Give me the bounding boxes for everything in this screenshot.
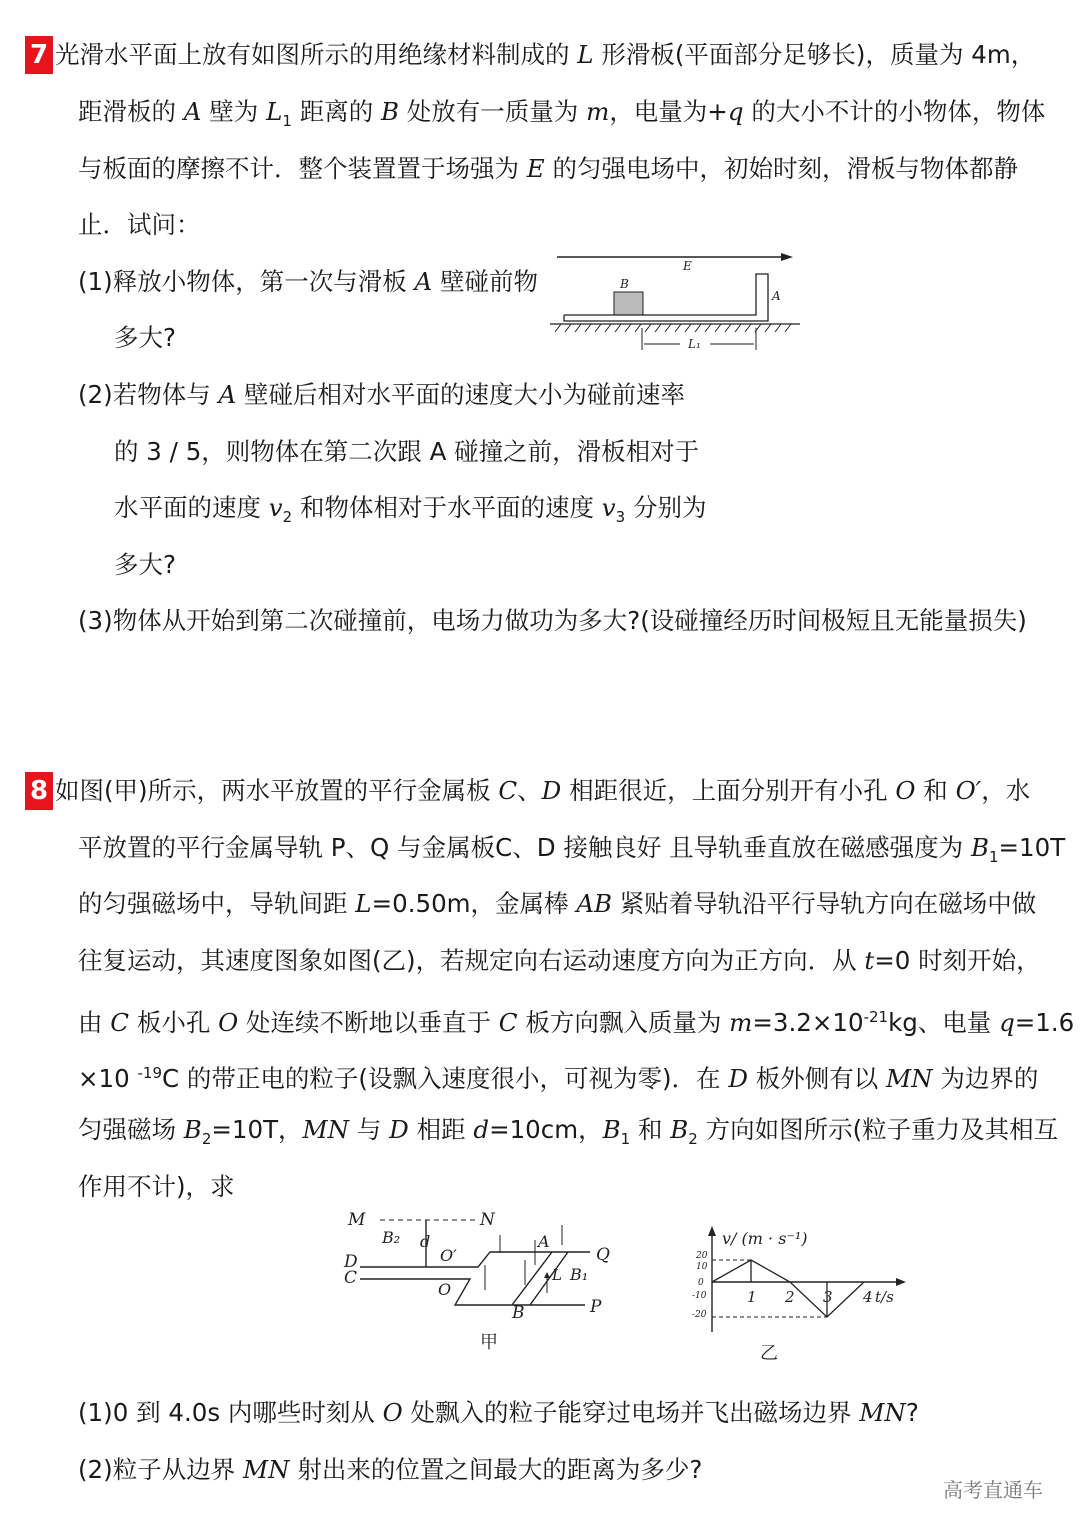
text-segment: 与板面的摩擦不计．整个装置置于场强为 bbox=[78, 154, 527, 183]
text-line bbox=[78, 154, 1018, 184]
text-segment: C 的带正电的粒子(设飘入速度很小，可视为零)．在 bbox=[162, 1064, 729, 1094]
text-segment: 1 bbox=[282, 111, 292, 130]
figure-label: P bbox=[590, 1297, 602, 1317]
text-segment: q bbox=[727, 97, 744, 126]
text-segment: D bbox=[541, 776, 562, 805]
text-segment: 形滑板(平面部分足够长)，质量为 4m， bbox=[593, 40, 1036, 69]
figure-label: O bbox=[438, 1280, 452, 1299]
label-b: B bbox=[620, 277, 629, 291]
text-segment: 平放置的平行金属导轨 P、Q 与金属板C、D 接触良好 且导轨垂直放在磁感强度为 bbox=[78, 833, 971, 862]
text-segment: 的大小不计的小物体，物体 bbox=[743, 97, 1046, 126]
text-segment: MN bbox=[859, 1398, 906, 1427]
text-segment: ? bbox=[905, 1398, 919, 1427]
text-segment: 相距很近，上面分别开有小孔 bbox=[561, 776, 896, 805]
text-line bbox=[78, 1455, 702, 1485]
text-segment: 和物体相对于水平面的速度 bbox=[292, 493, 602, 522]
text-segment: m bbox=[586, 97, 610, 126]
text-line bbox=[78, 1002, 1074, 1038]
text-line bbox=[78, 1398, 919, 1428]
text-segment: A bbox=[218, 380, 237, 409]
text-segment: 方向如图所示(粒子重力及其相互 bbox=[697, 1115, 1059, 1144]
figure-label: 3 bbox=[823, 1288, 833, 1306]
text-line bbox=[114, 493, 706, 532]
text-segment: (2)粒子从边界 bbox=[78, 1455, 243, 1484]
text-segment: MN bbox=[886, 1064, 933, 1094]
text-line bbox=[55, 40, 1035, 70]
figure-caption-yi: 乙 bbox=[760, 1343, 778, 1364]
figure-label: M bbox=[348, 1210, 366, 1230]
text-segment: ，电量为+ bbox=[609, 97, 728, 126]
text-segment: 由 bbox=[78, 1008, 111, 1038]
text-segment: D bbox=[728, 1064, 748, 1094]
text-segment: t bbox=[864, 946, 875, 975]
text-line bbox=[78, 1115, 1058, 1154]
text-segment: q bbox=[999, 1008, 1015, 1038]
figure-label: B bbox=[512, 1303, 525, 1323]
figure-label: B₁ bbox=[570, 1265, 589, 1284]
text-segment: (1)释放小物体，第一次与滑板 bbox=[78, 267, 415, 296]
text-segment: 如图(甲)所示，两水平放置的平行金属板 bbox=[55, 776, 499, 805]
text-segment: 2 bbox=[282, 507, 293, 526]
figure-label: C bbox=[344, 1268, 358, 1288]
figure-label: D bbox=[344, 1252, 358, 1272]
text-segment: L bbox=[577, 40, 594, 69]
text-segment: L bbox=[266, 97, 283, 126]
figure-label: 2 bbox=[785, 1288, 795, 1306]
text-segment: A bbox=[414, 267, 433, 296]
text-line bbox=[78, 210, 201, 240]
label-e: E bbox=[683, 259, 692, 273]
text-segment: MN bbox=[243, 1455, 290, 1484]
figure-label: A bbox=[538, 1232, 550, 1251]
y-axis-label: v/ (m · s⁻¹) bbox=[722, 1229, 808, 1248]
label-a: A bbox=[772, 289, 781, 303]
figure-label: 10 bbox=[696, 1262, 708, 1272]
figure-label: d bbox=[420, 1232, 431, 1251]
figure-label: L bbox=[552, 1266, 562, 1284]
text-segment: -19 bbox=[137, 1064, 162, 1082]
text-segment: =10T bbox=[998, 833, 1066, 862]
text-line bbox=[78, 380, 685, 410]
figure-label: 4 bbox=[863, 1288, 873, 1306]
text-line bbox=[78, 267, 538, 297]
text-segment: 和 bbox=[630, 1115, 671, 1144]
text-segment: 2 bbox=[688, 1129, 698, 1148]
text-segment: O bbox=[895, 776, 916, 805]
text-segment: ×10 bbox=[78, 1064, 138, 1094]
text-segment: C bbox=[110, 1008, 130, 1038]
question-number-badge: 8 bbox=[25, 772, 53, 810]
text-segment: 处放有一质量为 bbox=[399, 97, 587, 126]
text-segment: 1 bbox=[988, 847, 999, 866]
text-segment: 水平面的速度 bbox=[114, 493, 269, 522]
text-line bbox=[78, 1172, 235, 1202]
text-segment: 多大? bbox=[114, 550, 177, 579]
text-segment: 匀强磁场 bbox=[78, 1115, 184, 1144]
text-segment: 止．试问： bbox=[78, 210, 201, 239]
figure-jia-circuit bbox=[340, 1205, 640, 1355]
text-segment: (2)若物体与 bbox=[78, 380, 219, 409]
text-segment: MN bbox=[302, 1115, 350, 1144]
text-line bbox=[78, 889, 1036, 919]
text-segment: 处飘入的粒子能穿过电场并飞出磁场边界 bbox=[402, 1398, 860, 1427]
text-line bbox=[78, 1058, 1038, 1094]
text-segment: 3 bbox=[615, 507, 626, 526]
text-segment: 作用不计)，求 bbox=[78, 1172, 235, 1201]
text-line bbox=[78, 946, 1041, 976]
text-segment: D bbox=[389, 1115, 409, 1144]
figure-label: Q bbox=[596, 1245, 610, 1265]
text-segment: 紧贴着导轨沿平行导轨方向在磁场中做 bbox=[612, 889, 1037, 918]
figure-yi-velocity-graph bbox=[690, 1222, 920, 1367]
text-segment: 、 bbox=[517, 776, 542, 805]
text-segment: 的匀强磁场中，导轨间距 bbox=[78, 889, 356, 918]
text-segment: B bbox=[670, 1115, 689, 1144]
figure-label: -10 bbox=[692, 1291, 707, 1301]
watermark: 高考直通车 bbox=[943, 1478, 1043, 1502]
text-segment: d bbox=[473, 1115, 490, 1144]
text-segment: 板方向飘入质量为 bbox=[517, 1008, 730, 1038]
text-line bbox=[78, 833, 1065, 872]
text-segment: ，水 bbox=[981, 776, 1031, 805]
text-segment: 1 bbox=[620, 1129, 631, 1148]
text-segment: 的 3 / 5，则物体在第二次跟 A 碰撞之前，滑板相对于 bbox=[114, 437, 700, 466]
figure-label: N bbox=[480, 1210, 495, 1230]
text-segment: v bbox=[268, 493, 283, 522]
text-segment: B bbox=[970, 833, 989, 862]
text-segment: 光滑水平面上放有如图所示的用绝缘材料制成的 bbox=[55, 40, 578, 69]
text-line bbox=[78, 97, 1045, 136]
question-number-badge: 7 bbox=[25, 36, 53, 74]
text-segment: A bbox=[183, 97, 202, 126]
text-segment: L bbox=[355, 889, 372, 918]
text-segment: 与 bbox=[349, 1115, 390, 1144]
text-segment: 2 bbox=[201, 1129, 212, 1148]
text-segment: =3.2×10 bbox=[752, 1008, 864, 1038]
text-segment: 板外侧有以 bbox=[747, 1064, 887, 1094]
text-segment: B bbox=[183, 1115, 202, 1144]
text-segment: (3)物体从开始到第二次碰撞前，电场力做功为多大?(设碰撞经历时间极短且无能量损失) bbox=[78, 606, 1027, 635]
text-line bbox=[114, 550, 176, 580]
text-segment: 为边界的 bbox=[932, 1064, 1039, 1094]
text-segment: 和 bbox=[915, 776, 956, 805]
text-segment: =1.6 bbox=[1014, 1008, 1075, 1038]
text-segment: 相距 bbox=[408, 1115, 474, 1144]
text-segment: 距滑板的 bbox=[78, 97, 184, 126]
text-segment: =0.50m，金属棒 bbox=[371, 889, 577, 918]
figure-l-shaped-board bbox=[545, 248, 805, 358]
text-segment: (1)0 到 4.0s 内哪些时刻从 bbox=[78, 1398, 383, 1427]
figure-label: B₂ bbox=[382, 1228, 401, 1247]
text-segment: =0 时刻开始， bbox=[874, 946, 1041, 975]
text-segment: O bbox=[218, 1008, 239, 1038]
text-segment: 处连续不断地以垂直于 bbox=[238, 1008, 499, 1038]
text-segment: 板小孔 bbox=[129, 1008, 219, 1038]
figure-label: -20 bbox=[692, 1310, 707, 1320]
text-segment: =10cm， bbox=[489, 1115, 603, 1144]
figure-caption-jia: 甲 bbox=[480, 1332, 498, 1353]
text-segment: v bbox=[601, 493, 616, 522]
text-segment: 射出来的位置之间最大的距离为多少? bbox=[289, 1455, 703, 1484]
text-segment: m bbox=[729, 1008, 753, 1038]
text-segment: 壁碰后相对水平面的速度大小为碰前速率 bbox=[236, 380, 685, 409]
text-segment: 多大? bbox=[114, 323, 177, 352]
text-segment: C bbox=[498, 776, 518, 805]
text-line bbox=[55, 776, 1030, 806]
text-segment: 分别为 bbox=[625, 493, 707, 522]
text-segment: 往复运动，其速度图象如图(乙)，若规定向右运动速度方向为正方向．从 bbox=[78, 946, 865, 975]
text-segment: -21 bbox=[863, 1008, 889, 1026]
figure-label: O′ bbox=[440, 1246, 457, 1265]
text-line bbox=[78, 606, 1027, 636]
text-segment: =10T， bbox=[211, 1115, 303, 1144]
text-segment: B bbox=[602, 1115, 621, 1144]
text-segment: AB bbox=[576, 889, 613, 918]
text-segment: O′ bbox=[955, 776, 982, 805]
text-segment: 壁碰前物 bbox=[432, 267, 538, 296]
figure-label: 0 bbox=[698, 1278, 704, 1288]
x-axis-label: t/s bbox=[875, 1288, 894, 1306]
text-segment: 的匀强电场中，初始时刻，滑板与物体都静 bbox=[544, 154, 1018, 183]
text-line bbox=[114, 437, 699, 467]
text-segment: 距离的 bbox=[291, 97, 381, 126]
label-l1: L₁ bbox=[688, 337, 701, 351]
text-segment: C bbox=[498, 1008, 518, 1038]
figure-label: 20 bbox=[696, 1251, 708, 1261]
text-segment: kg、电量 bbox=[888, 1008, 1000, 1038]
text-segment: 壁为 bbox=[201, 97, 267, 126]
text-segment: B bbox=[380, 97, 399, 126]
text-segment: E bbox=[526, 154, 545, 183]
text-segment: O bbox=[382, 1398, 403, 1427]
text-line bbox=[114, 323, 176, 353]
figure-label: 1 bbox=[747, 1288, 757, 1306]
